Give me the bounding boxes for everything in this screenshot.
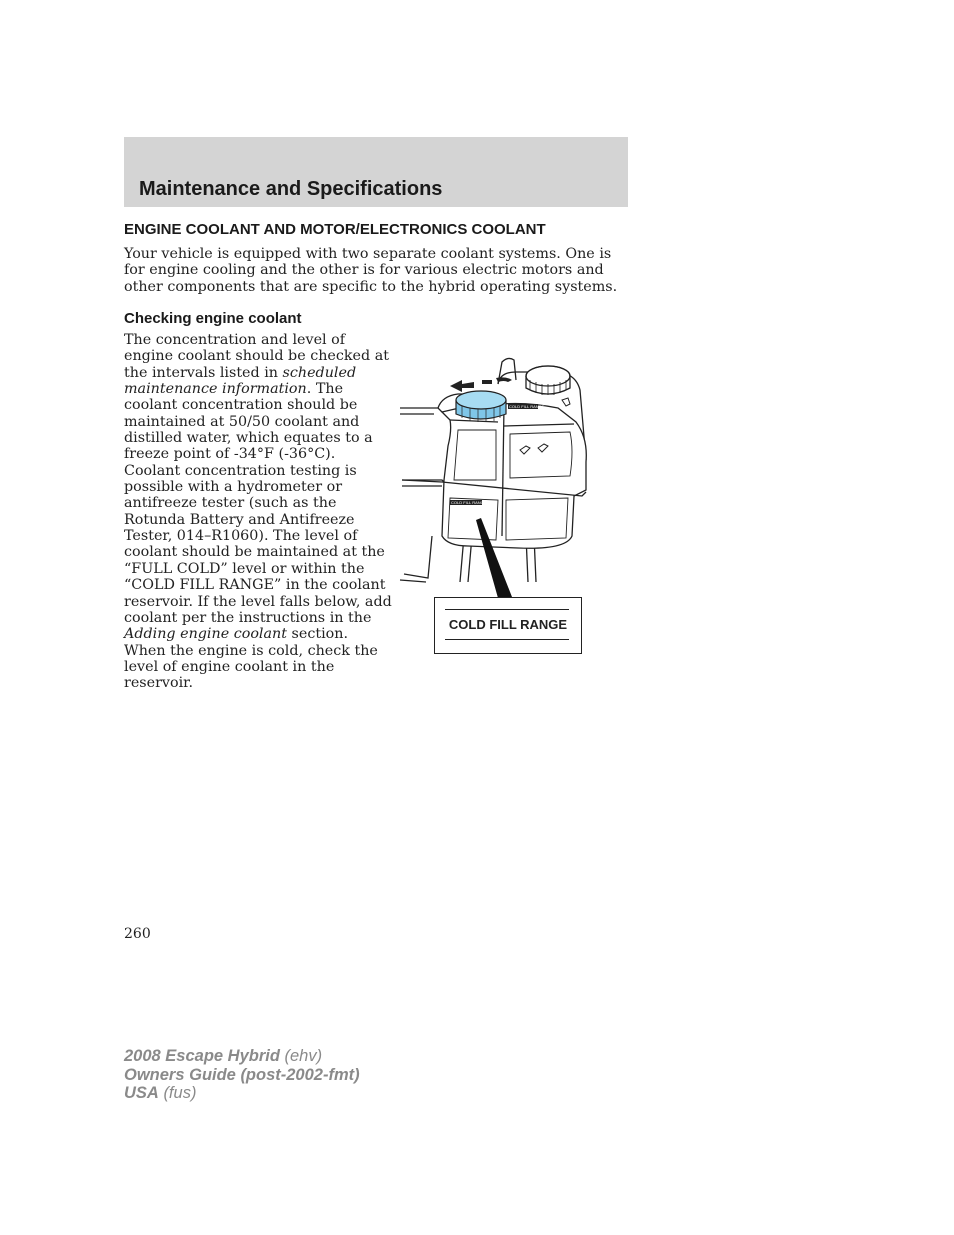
subsection-heading: Checking engine coolant — [124, 310, 302, 327]
page-number: 260 — [124, 926, 151, 942]
intro-paragraph: Your vehicle is equipped with two separate coolant systems. One is for engine cooling and the other is for various electric motors and other components that are specific to the hybrid operating systems. — [124, 246, 618, 295]
body-text-3: section. When the engine is cold, check the level of engine coolant in the reservoir. — [124, 626, 378, 692]
callout-top-rule — [445, 609, 569, 610]
reservoir-range-label: COLD FILL RANGE — [451, 500, 487, 505]
callout-bottom-rule — [445, 639, 569, 640]
body-text-1: The concentration and level of engine coolant should be checked at the intervals listed in — [124, 332, 389, 381]
scheduled-maintenance-reference: scheduled maintenance information — [124, 364, 357, 398]
footer-market: USA — [124, 1084, 159, 1102]
body-paragraph — [124, 332, 394, 692]
callout-label: COLD FILL RANGE — [448, 617, 568, 632]
footer-guide: Owners Guide (post-2002-fmt) — [124, 1065, 360, 1084]
footer-vehicle-code: (ehv) — [284, 1047, 323, 1065]
section-header-band — [124, 137, 628, 207]
reservoir-range-label: COLD FILL RANGE — [509, 404, 545, 409]
adding-engine-coolant-reference: Adding engine coolant — [124, 626, 287, 643]
section-heading: ENGINE COOLANT AND MOTOR/ELECTRONICS COOLANT — [124, 221, 546, 238]
footer-market-code: (fus) — [163, 1084, 197, 1102]
page-title: Maintenance and Specifications — [139, 178, 443, 200]
document-footer — [124, 1047, 360, 1103]
cold-fill-range-callout — [434, 597, 582, 654]
footer-vehicle: 2008 Escape Hybrid — [124, 1047, 280, 1065]
body-text-2: . The coolant concentration should be maintained at 50/50 coolant and distilled water, which equates to a freeze point of -34°F (-36°C). Coolant concentration testing is possible with a hydrometer or antifreeze tester (such as the Rotunda Battery and Antifreeze Tester, 014–R1060). The level of coolant should be maintained at the “FULL COLD” level or within the “COLD FILL RANGE” in the coolant reservoir. If the level falls below, add coolant per the instructions in the — [124, 381, 392, 626]
